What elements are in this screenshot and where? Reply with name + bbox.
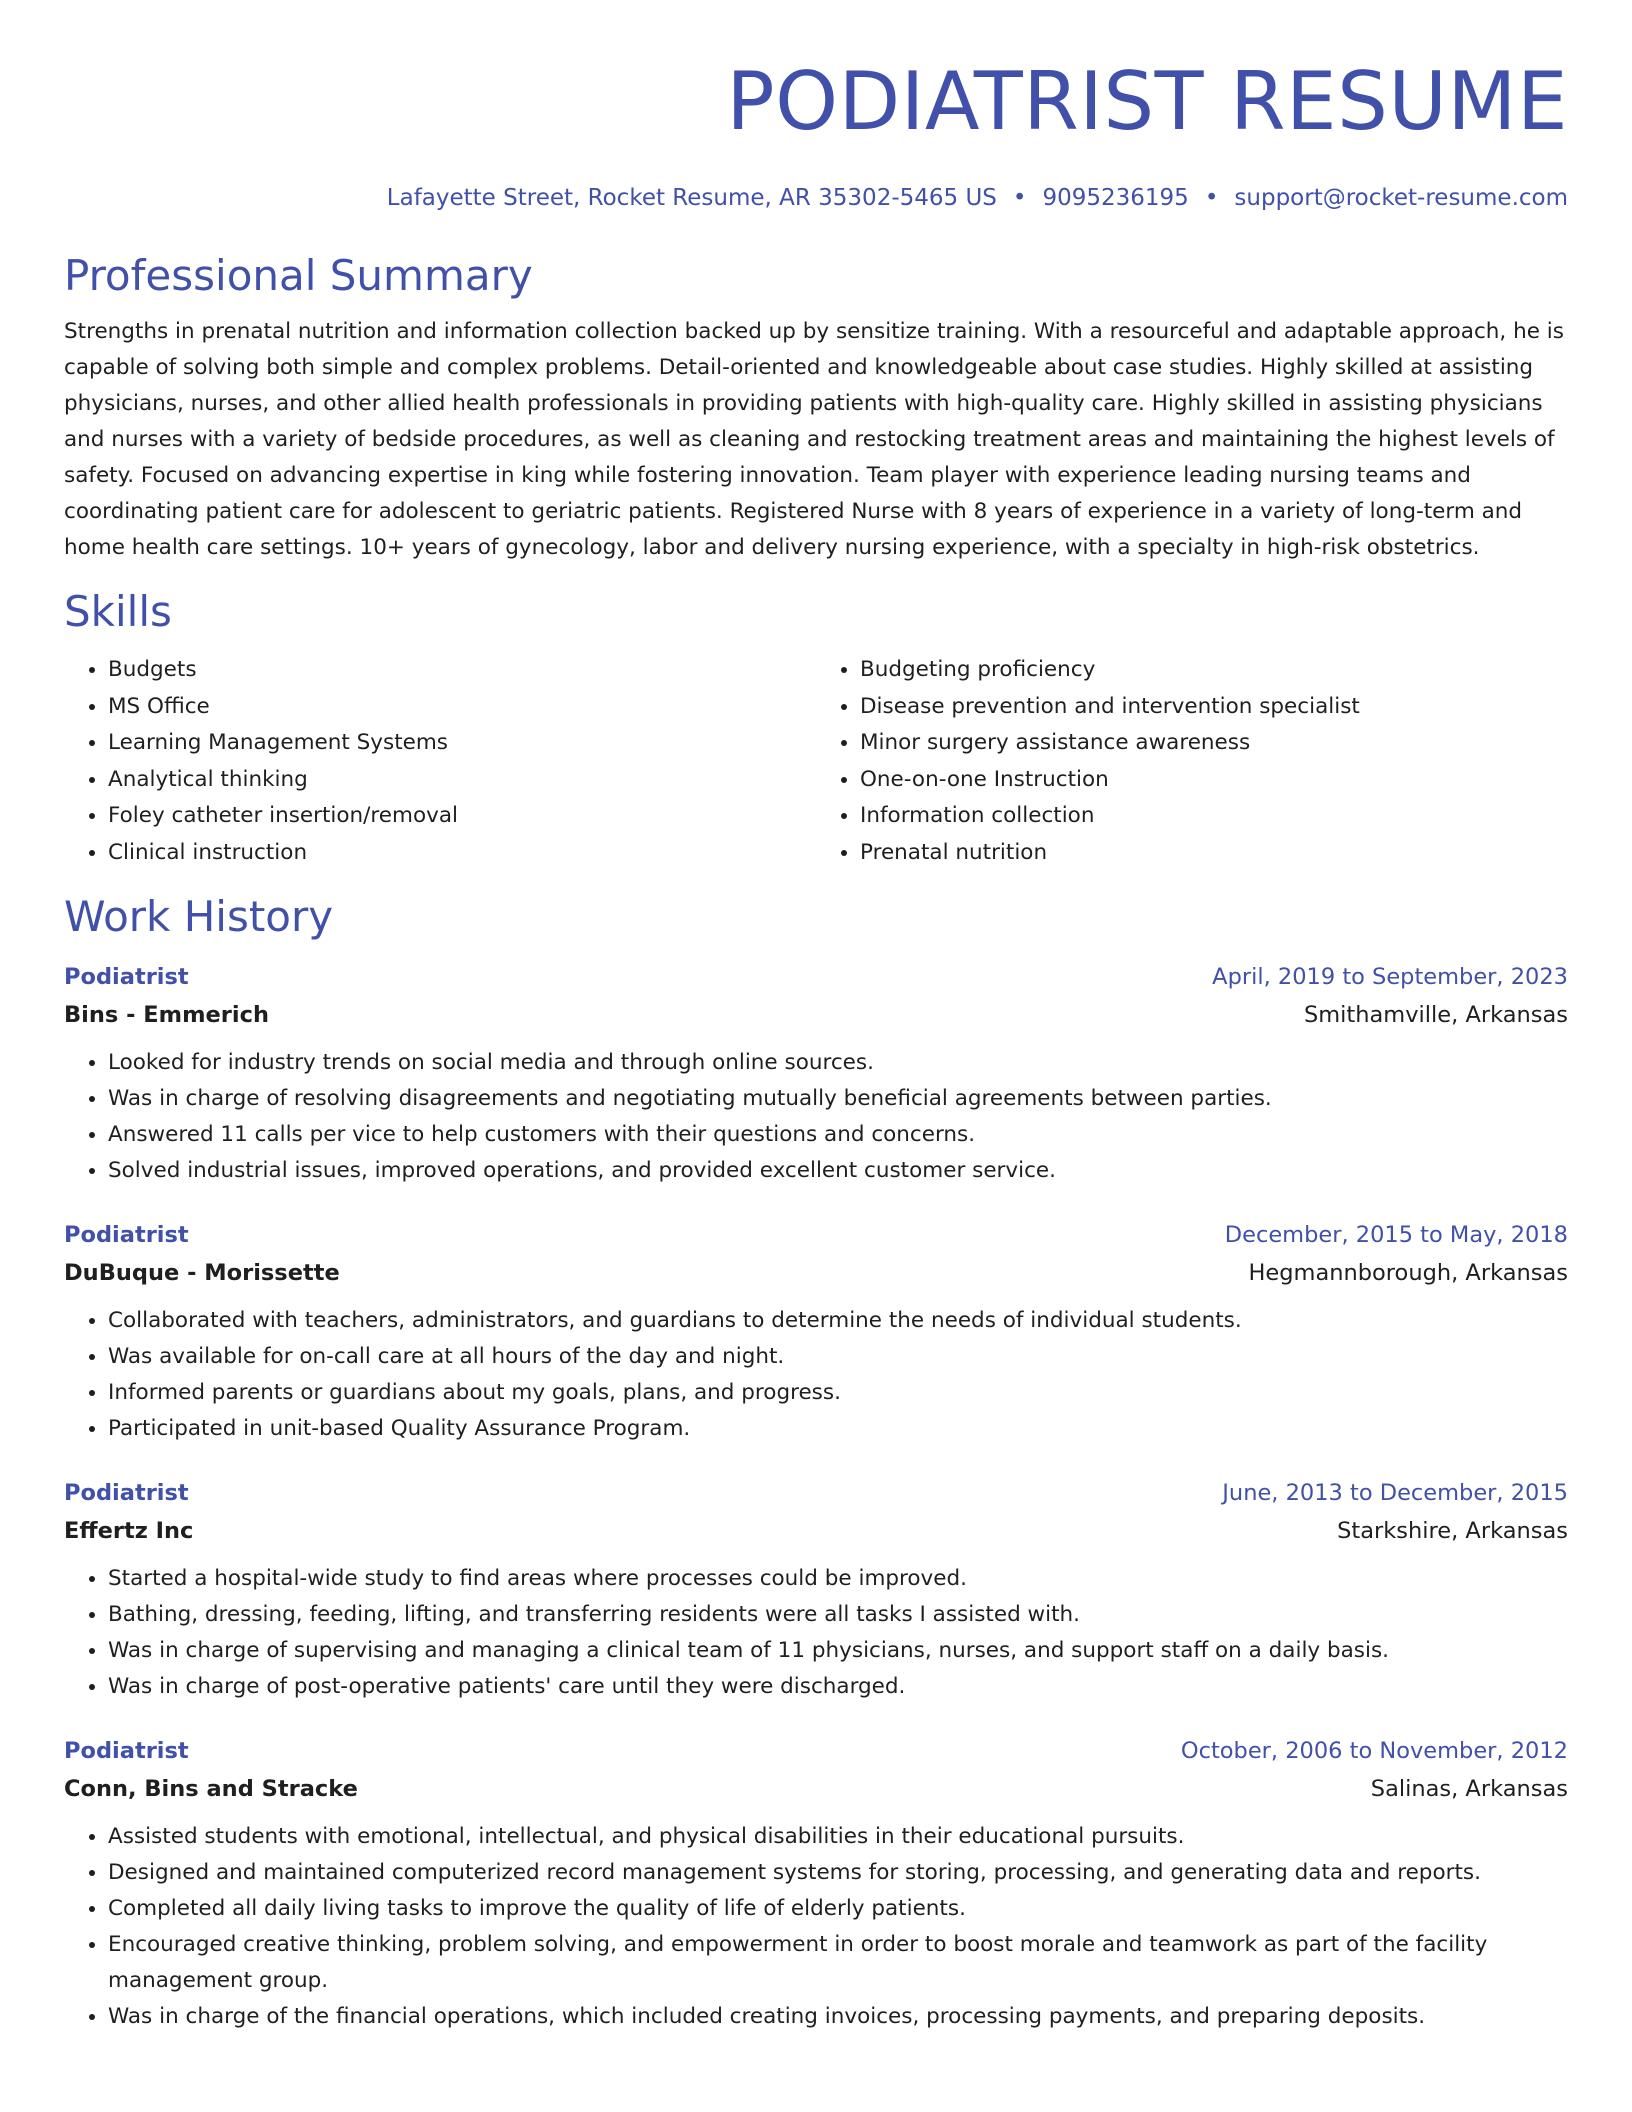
job-bullet: • Solved industrial issues, improved operations, and provided excellent customer service. xyxy=(108,1153,1568,1189)
job-subheader xyxy=(64,1253,1568,1293)
contact-separator: • xyxy=(1012,185,1027,211)
skill-item: • Disease prevention and intervention specialist xyxy=(860,689,1568,726)
job-bullet: • Participated in unit-based Quality Assurance Program. xyxy=(108,1411,1568,1447)
job-entry xyxy=(64,1217,1568,1447)
job-entry xyxy=(64,959,1568,1189)
job-bullet: • Was in charge of post-operative patients' care until they were discharged. xyxy=(108,1669,1568,1705)
job-company: Bins - Emmerich xyxy=(64,1002,269,1028)
job-bullet: • Informed parents or guardians about my goals, plans, and progress. xyxy=(108,1375,1568,1411)
skill-item: • Analytical thinking xyxy=(108,762,816,799)
job-bullet: • Looked for industry trends on social media and through online sources. xyxy=(108,1045,1568,1081)
skill-item: • Budgeting proficiency xyxy=(860,652,1568,689)
skill-item: • Learning Management Systems xyxy=(108,725,816,762)
resume-name: PODIATRIST RESUME xyxy=(726,55,1568,148)
skill-item: • Foley catheter insertion/removal xyxy=(108,798,816,835)
job-dates: December, 2015 to May, 2018 xyxy=(1224,1222,1568,1248)
job-dates: April, 2019 to September, 2023 xyxy=(1212,964,1568,990)
job-bullet: • Answered 11 calls per vice to help customers with their questions and concerns. xyxy=(108,1117,1568,1153)
job-bullet: • Collaborated with teachers, administrators, and guardians to determine the needs of individual students. xyxy=(108,1303,1568,1339)
skills-heading: Skills xyxy=(64,587,172,636)
job-bullet: • Was in charge of resolving disagreements and negotiating mutually beneficial agreements between parties. xyxy=(108,1081,1568,1117)
job-header xyxy=(64,959,1568,995)
job-bullets xyxy=(64,1303,1568,1447)
job-header xyxy=(64,1733,1568,1769)
contact-line xyxy=(64,182,1568,214)
skills-grid xyxy=(64,652,1568,871)
job-bullet: • Bathing, dressing, feeding, lifting, and transferring residents were all tasks I assisted with. xyxy=(108,1597,1568,1633)
work-history-section xyxy=(64,889,1568,2035)
job-location: Starkshire, Arkansas xyxy=(1337,1518,1568,1544)
job-location: Hegmannborough, Arkansas xyxy=(1248,1260,1568,1286)
contact-address: Lafayette Street, Rocket Resume, AR 35302-5465 US xyxy=(386,185,997,211)
skill-item: • One-on-one Instruction xyxy=(860,762,1568,799)
job-dates: June, 2013 to December, 2015 xyxy=(1222,1480,1568,1506)
job-title: Podiatrist xyxy=(64,1480,189,1506)
job-bullet: • Was in charge of the financial operations, which included creating invoices, processing payments, and preparing deposits. xyxy=(108,1999,1568,2035)
job-subheader xyxy=(64,995,1568,1035)
skills-right-column xyxy=(816,652,1568,871)
job-company: Effertz Inc xyxy=(64,1518,194,1544)
summary-section xyxy=(64,248,1568,566)
job-bullet: • Was in charge of supervising and managing a clinical team of 11 physicians, nurses, and support staff on a daily basis. xyxy=(108,1633,1568,1669)
job-bullet: • Started a hospital-wide study to find areas where processes could be improved. xyxy=(108,1561,1568,1597)
skill-item: • MS Office xyxy=(108,689,816,726)
job-bullets xyxy=(64,1561,1568,1705)
job-company: Conn, Bins and Stracke xyxy=(64,1776,358,1802)
contact-phone: 9095236195 xyxy=(1042,185,1189,211)
job-entry xyxy=(64,1475,1568,1705)
summary-text: Strengths in prenatal nutrition and information collection backed up by sensitize training. With a resourceful and adaptable approach, he is capable of solving both simple and complex problems. Detail-oriented and knowledgeable about case studies. Highly skilled at assisting physicians, nurses, and other allied health professionals in providing patients with high-quality care. Highly skilled in assisting physicians and nurses with a variety of bedside procedures, as well as cleaning and restocking treatment areas and maintaining the highest levels of safety. Focused on advancing expertise in king while fostering innovation. Team player with experience leading nursing teams and coordinating patient care for adolescent to geriatric patients. Registered Nurse with 8 years of experience in a variety of long-term and home health care settings. 10+ years of gynecology, labor and delivery nursing experience, with a specialty in high-risk obstetrics. xyxy=(64,319,1564,560)
job-dates: October, 2006 to November, 2012 xyxy=(1180,1738,1568,1764)
job-location: Smithamville, Arkansas xyxy=(1303,1002,1568,1028)
job-title: Podiatrist xyxy=(64,1738,189,1764)
job-subheader xyxy=(64,1511,1568,1551)
skill-item: • Minor surgery assistance awareness xyxy=(860,725,1568,762)
job-entry xyxy=(64,1733,1568,2035)
job-header xyxy=(64,1475,1568,1511)
job-company: DuBuque - Morissette xyxy=(64,1260,340,1286)
job-bullet: • Assisted students with emotional, intellectual, and physical disabilities in their educational pursuits. xyxy=(108,1819,1568,1855)
job-bullet: • Was available for on-call care at all hours of the day and night. xyxy=(108,1339,1568,1375)
job-location: Salinas, Arkansas xyxy=(1370,1776,1568,1802)
work-history-heading: Work History xyxy=(64,892,334,941)
job-bullet: • Encouraged creative thinking, problem solving, and empowerment in order to boost morale and teamwork as part of the facility management group. xyxy=(108,1927,1568,1999)
job-bullet: • Completed all daily living tasks to improve the quality of life of elderly patients. xyxy=(108,1891,1568,1927)
contact-separator: • xyxy=(1204,185,1219,211)
job-bullets xyxy=(64,1819,1568,2035)
contact-email: support@rocket-resume.com xyxy=(1234,185,1568,211)
job-bullets xyxy=(64,1045,1568,1189)
skills-section xyxy=(64,584,1568,871)
job-header xyxy=(64,1217,1568,1253)
skill-item: • Clinical instruction xyxy=(108,835,816,872)
summary-heading: Professional Summary xyxy=(64,251,533,300)
skill-item: • Budgets xyxy=(108,652,816,689)
job-bullet: • Designed and maintained computerized record management systems for storing, processing, and generating data and reports. xyxy=(108,1855,1568,1891)
skills-left-column xyxy=(64,652,816,871)
job-subheader xyxy=(64,1769,1568,1809)
skill-item: • Information collection xyxy=(860,798,1568,835)
job-title: Podiatrist xyxy=(64,1222,189,1248)
skill-item: • Prenatal nutrition xyxy=(860,835,1568,872)
job-title: Podiatrist xyxy=(64,964,189,990)
